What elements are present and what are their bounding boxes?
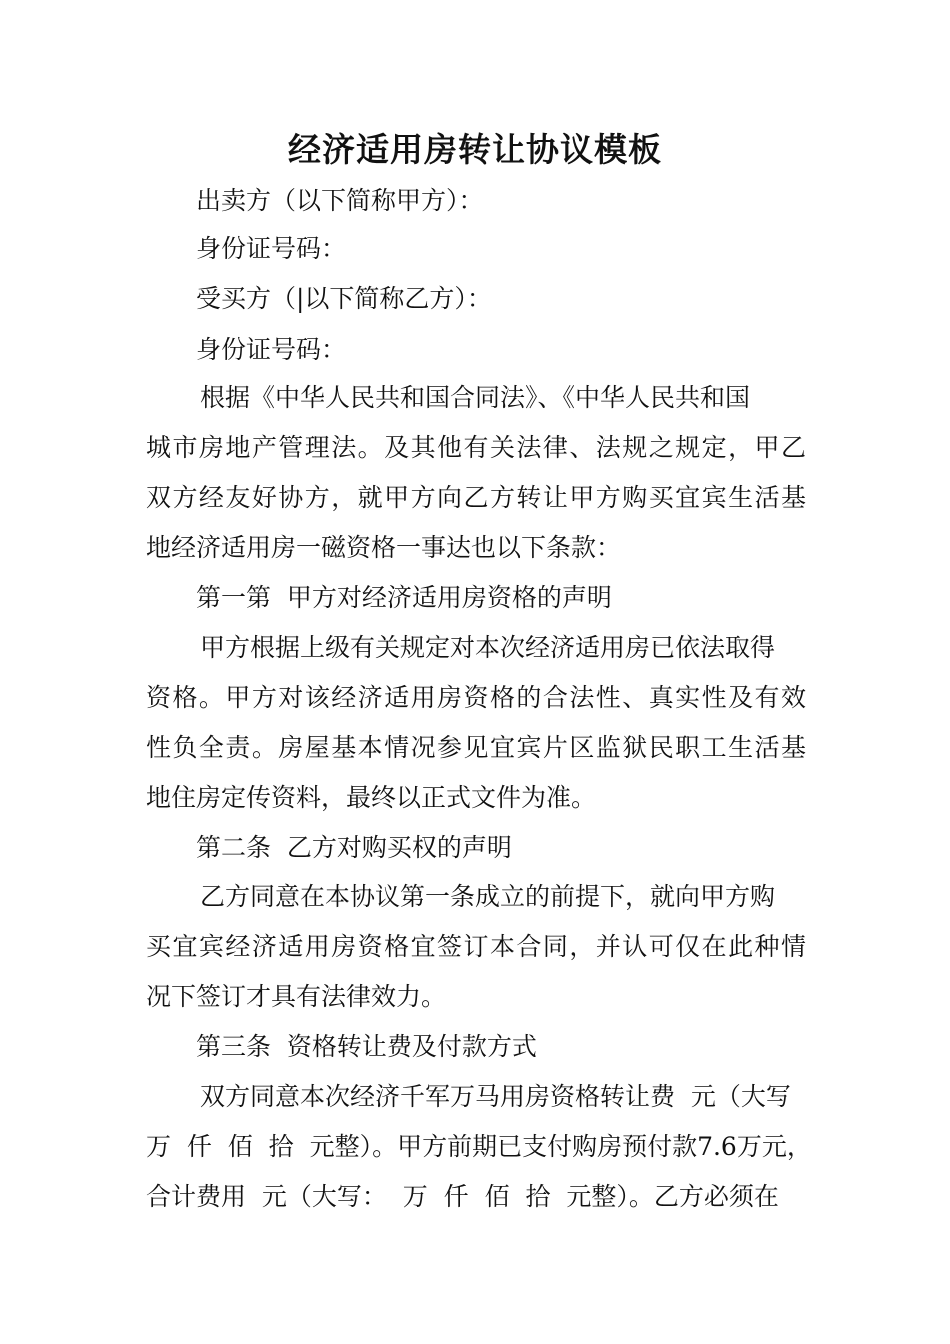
article-1-line-1: 甲方根据上级有关规定对本次经济适用房已依法取得 xyxy=(200,633,776,662)
buyer-id-label: 身份证号码： xyxy=(196,335,347,364)
article-3-heading: 第三条 资格转让费及付款方式 xyxy=(196,1032,537,1061)
article-1-line-2: 资格。甲方对该经济适用房资格的合法性、真实性及有效 xyxy=(146,683,806,712)
article-2-line-3: 况下签订才具有法律效力。 xyxy=(146,982,447,1011)
seller-label: 出卖方（以下简称甲方）： xyxy=(196,186,484,215)
article-3-line-2: 万 仟 佰 拾 元整）。甲方前期已支付购房预付款7.6万元， xyxy=(146,1132,812,1161)
seller-id-label: 身份证号码： xyxy=(196,234,347,263)
article-2-line-2: 买宜宾经济适用房资格宜签订本合同，并认可仅在此种情 xyxy=(146,932,806,961)
preamble-line-4: 地经济适用房一磁资格一事达也以下条款： xyxy=(146,533,622,562)
preamble-line-2: 城市房地产管理法。及其他有关法律、法规之规定，甲乙 xyxy=(146,433,806,462)
article-1-heading: 第一第 甲方对经济适用房资格的声明 xyxy=(196,583,612,612)
article-1-line-4: 地住房定传资料，最终以正式文件为准。 xyxy=(146,783,597,812)
preamble-line-1: 根据《中华人民共和国合同法》、《中华人民共和国 xyxy=(200,383,751,412)
article-3-line-3: 合计费用 元（大写： 万 仟 佰 拾 元整）。乙方必须在 xyxy=(146,1182,779,1211)
article-2-heading: 第二条 乙方对购买权的声明 xyxy=(196,833,512,862)
article-2-line-1: 乙方同意在本协议第一条成立的前提下，就向甲方购 xyxy=(200,882,776,911)
buyer-label: 受买方（|以下简称乙方）： xyxy=(196,284,492,313)
preamble-line-3: 双方经友好协方，就甲方向乙方转让甲方购买宜宾生活基 xyxy=(146,483,806,512)
article-1-line-3: 性负全责。房屋基本情况参见宜宾片区监狱民职工生活基 xyxy=(146,733,806,762)
article-3-line-1: 双方同意本次经济千军万马用房资格转让费 元（大写 xyxy=(200,1082,791,1111)
document-title: 经济适用房转让协议模板 xyxy=(288,130,662,169)
